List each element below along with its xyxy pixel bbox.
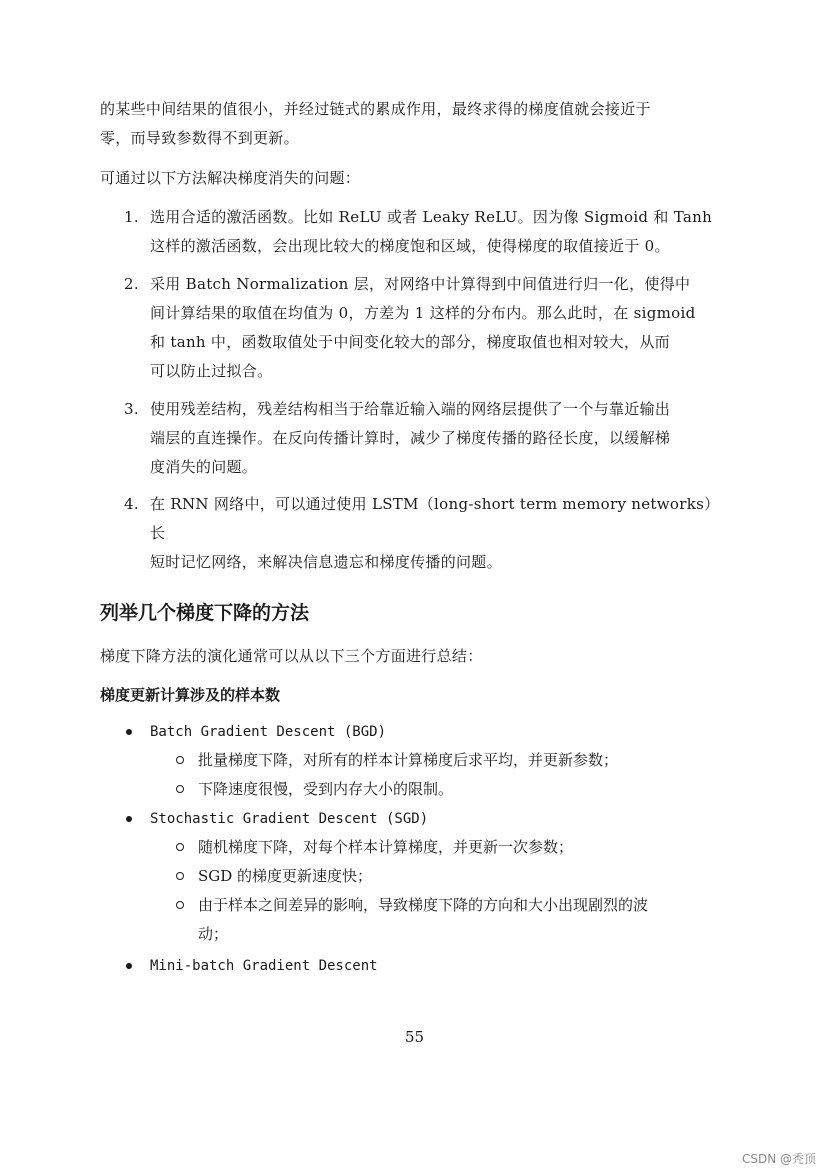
list-item-3 — [124, 395, 734, 482]
bullet-icon — [126, 963, 132, 969]
list-line: 在 RNN 网络中，可以通过使用 LSTM（long-short term memory networks）长 — [150, 495, 720, 542]
list-number: 2. — [124, 275, 139, 293]
watermark: CSDN @秃顶 — [741, 1152, 816, 1166]
circle-bullet-icon — [176, 901, 184, 909]
list-number: 1. — [124, 208, 139, 226]
list-line: 间计算结果的取值在均值为 0，方差为 1 这样的分布内。那么此时，在 sigmoid — [150, 304, 696, 322]
list-item-1 — [124, 203, 734, 261]
paragraph-line: 的某些中间结果的值很小，并经过链式的累成作用，最终求得的梯度值就会接近于 — [100, 100, 651, 118]
list-line: 度消失的问题。 — [150, 458, 258, 476]
sub-item: 由于样本之间差异的影响，导致梯度下降的方向和大小出现剧烈的波 — [176, 891, 736, 920]
bullet-item-minibatch — [126, 951, 378, 981]
section-intro: 梯度下降方法的演化通常可以从以下三个方面进行总结： — [100, 647, 483, 665]
list-line: 这样的激活函数，会出现比较大的梯度饱和区域，使得梯度的取值接近于 0。 — [150, 237, 670, 255]
sub-item: 下降速度很慢，受到内存大小的限制。 — [176, 775, 736, 804]
bullet-item-sgd — [126, 804, 428, 834]
bullet-icon — [126, 816, 132, 822]
page-number: 55 — [405, 1028, 425, 1046]
paragraph-line: 零，而导致参数得不到更新。 — [100, 129, 299, 147]
bullet-label: Stochastic Gradient Descent (SGD) — [150, 811, 429, 827]
list-item-4 — [124, 490, 734, 577]
list-number: 4. — [124, 495, 139, 513]
list-number: 3. — [124, 400, 139, 418]
sub-item-continuation: 动； — [198, 925, 229, 943]
circle-bullet-icon — [176, 872, 184, 880]
list-line: 使用残差结构，残差结构相当于给靠近输入端的网络层提供了一个与靠近输出 — [150, 400, 671, 418]
subheading: 梯度更新计算涉及的样本数 — [100, 686, 281, 704]
paragraph: 可通过以下方法解决梯度消失的问题： — [100, 169, 361, 187]
circle-bullet-icon — [176, 785, 184, 793]
list-line: 短时记忆网络，来解决信息遗忘和梯度传播的问题。 — [150, 553, 502, 571]
list-line: 端层的直连操作。在反向传播计算时，减少了梯度传播的路径长度，以缓解梯 — [150, 429, 671, 447]
circle-bullet-icon — [176, 756, 184, 764]
list-line: 采用 Batch Normalization 层，对网络中计算得到中间值进行归一化，使得中 — [150, 275, 691, 293]
bullet-icon — [126, 729, 132, 735]
section-heading: 列举几个梯度下降的方法 — [100, 602, 310, 624]
bullet-label: Mini-batch Gradient Descent — [150, 958, 378, 974]
sub-item: 随机梯度下降，对每个样本计算梯度，并更新一次参数； — [176, 833, 736, 862]
circle-bullet-icon — [176, 843, 184, 851]
list-item-2 — [124, 270, 734, 386]
bullet-label: Batch Gradient Descent (BGD) — [150, 724, 387, 740]
sub-item: 批量梯度下降，对所有的样本计算梯度后求平均，并更新参数； — [176, 746, 736, 775]
bullet-item-bgd — [126, 717, 386, 747]
list-line: 和 tanh 中，函数取值处于中间变化较大的部分，梯度取值也相对较大，从而 — [150, 333, 670, 351]
list-line: 可以防止过拟合。 — [150, 362, 273, 380]
list-line: 选用合适的激活函数。比如 ReLU 或者 Leaky ReLU。因为像 Sigmoid 和 Tanh — [150, 208, 713, 226]
sub-item: SGD 的梯度更新速度快； — [176, 862, 736, 891]
